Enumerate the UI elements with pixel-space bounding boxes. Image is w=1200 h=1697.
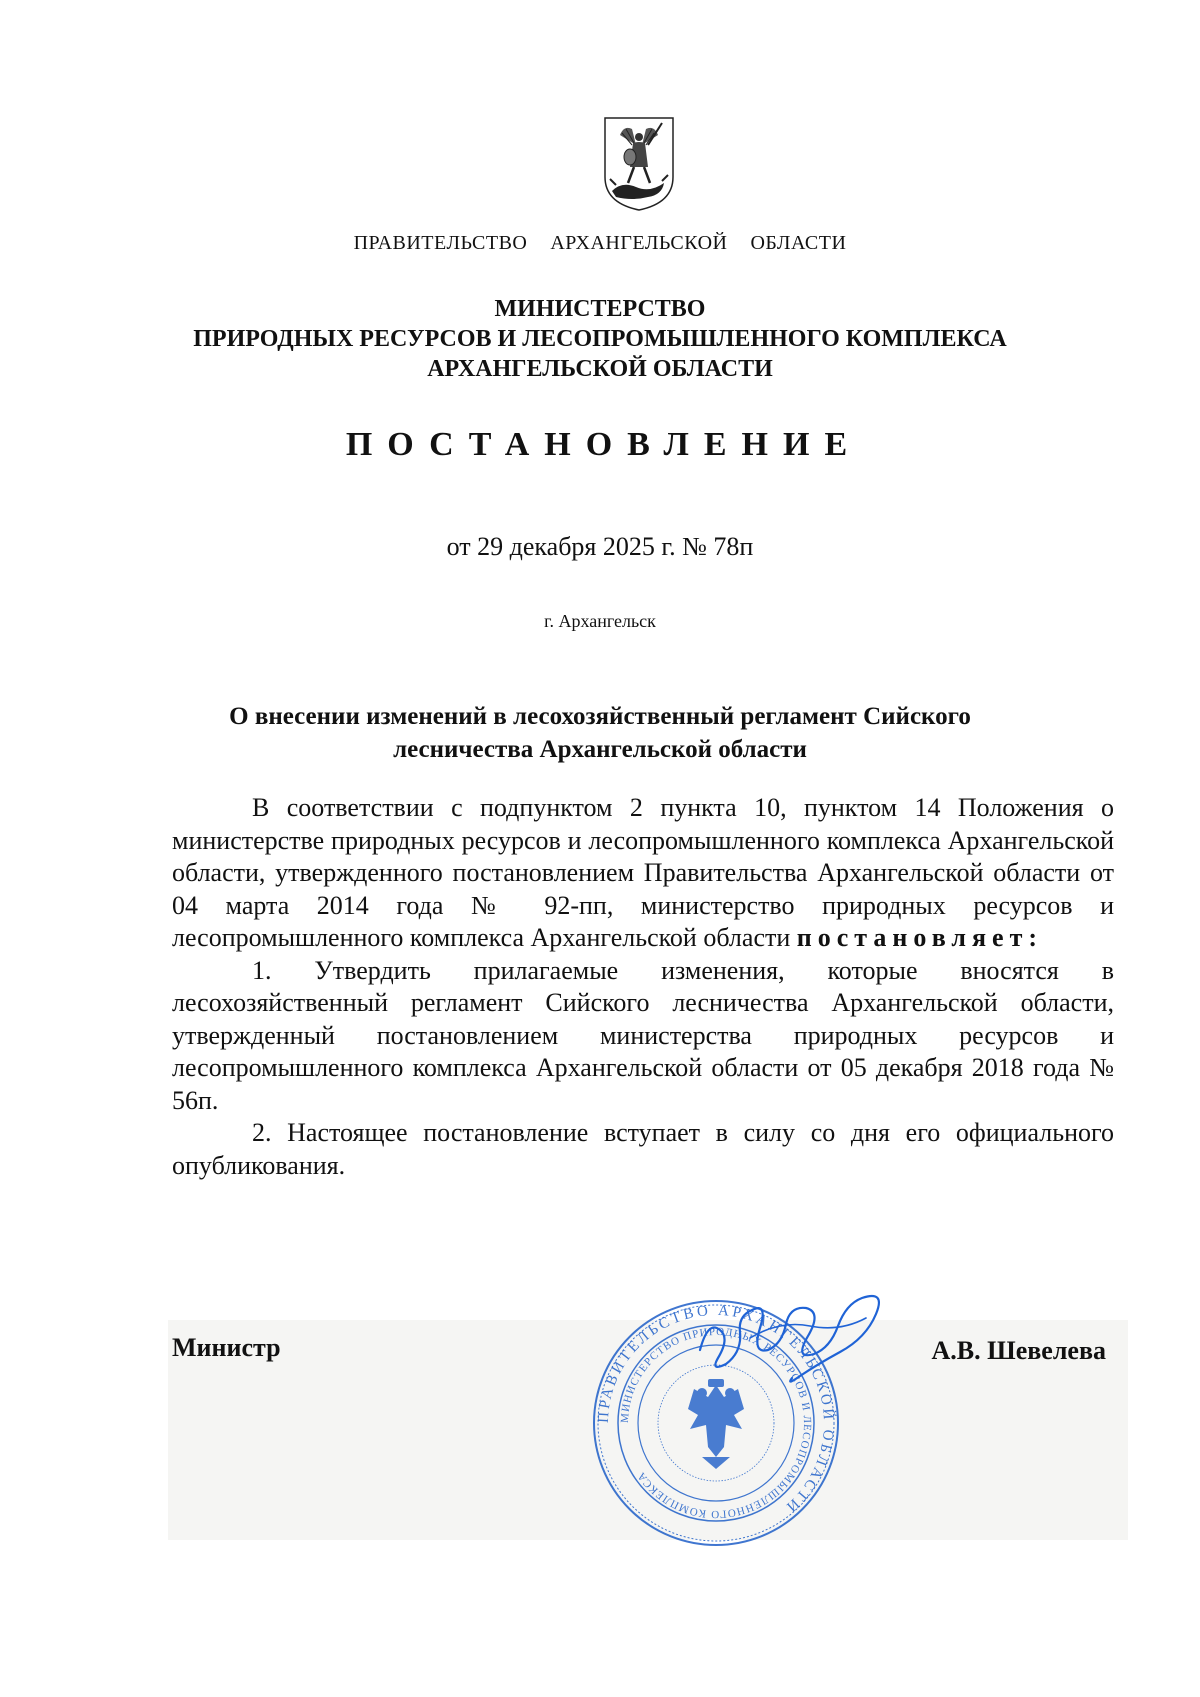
handwritten-signature bbox=[690, 1280, 920, 1400]
document-body bbox=[172, 792, 1114, 1182]
signatory-title: Министр bbox=[172, 1333, 281, 1362]
intro-paragraph bbox=[172, 792, 1114, 955]
government-name: ПРАВИТЕЛЬСТВО АРХАНГЕЛЬСКОЙ ОБЛАСТИ bbox=[353, 232, 847, 254]
item-1-paragraph: 1. Утвердить прилагаемые изменения, которые вносятся в лесохозяйственный регламент Сийского лесничества Архангельской области, утвержденный постановлением министерства природных ресурсов и лесопромышленного комплекса Архангельской области от 05 декабря 2018 года № 56п. bbox=[172, 955, 1114, 1115]
signatory-name: А.В. Шевелева bbox=[931, 1336, 1106, 1365]
intro-text: В соответствии с подпунктом 2 пункта 10, пунктом 14 Положения о министерстве природных ресурсов и лесопромышленного комплекса Архангельской области, утвержденного постановлением Правительства Архангельской области от 04 марта 2014 года № 92-пп, министерство природных ресурсов и лесопромышленного комплекса Архангельской области bbox=[172, 793, 1114, 952]
ministry-line: МИНИСТЕРСТВО bbox=[494, 296, 706, 322]
coat-of-arms-emblem bbox=[602, 115, 676, 212]
ministry-name bbox=[0, 294, 1200, 384]
ministry-line: АРХАНГЕЛЬСКОЙ ОБЛАСТИ bbox=[427, 356, 773, 382]
date-and-number: от 29 декабря 2025 г. № 78п bbox=[446, 532, 754, 561]
seal-inner-text: МИНИСТЕРСТВО ПРИРОДНЫХ РЕСУРСОВ И ЛЕСОПРОМЫШЛЕННОГО КОМПЛЕКСА bbox=[618, 1325, 814, 1521]
document-subject bbox=[0, 700, 1200, 766]
subject-line: лесничества Архангельской области bbox=[393, 736, 807, 763]
ministry-line: ПРИРОДНЫХ РЕСУРСОВ И ЛЕСОПРОМЫШЛЕННОГО КОМПЛЕКСА bbox=[193, 326, 1007, 352]
document-type-title: ПОСТАНОВЛЕНИЕ bbox=[345, 426, 863, 463]
seal-outer-text: ПРАВИТЕЛЬСТВО АРХАНГЕЛЬСКОЙ ОБЛАСТИ bbox=[595, 1302, 837, 1517]
resolves-keyword: постановляет: bbox=[796, 923, 1044, 952]
city-name: г. Архангельск bbox=[544, 611, 656, 631]
subject-line: О внесении изменений в лесохозяйственный регламент Сийского bbox=[229, 703, 971, 730]
item-2-paragraph: 2. Настоящее постановление вступает в силу со дня его официального опубликования. bbox=[172, 1118, 1114, 1180]
